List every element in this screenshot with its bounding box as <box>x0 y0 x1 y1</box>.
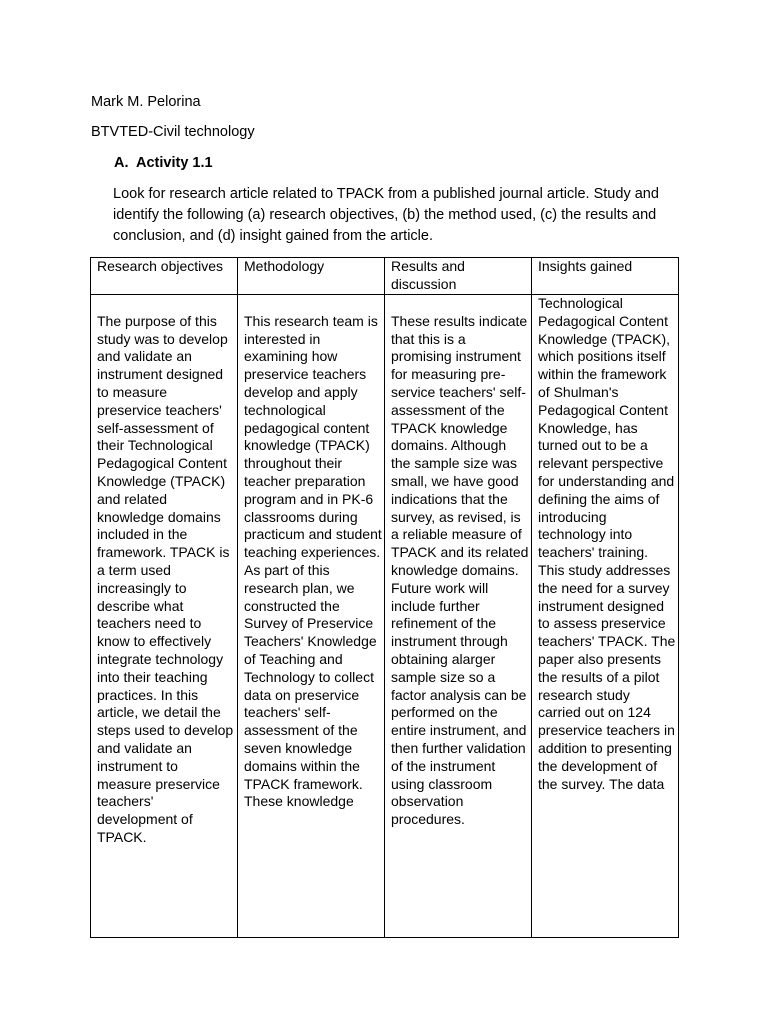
cell-insights-gained <box>532 295 679 938</box>
table-header-row <box>91 258 679 295</box>
header-methodology: Methodology <box>238 258 385 295</box>
program-name: BTVTED-Civil technology <box>91 124 255 140</box>
cell-methodology <box>238 295 385 938</box>
activity-table <box>90 257 679 938</box>
cell-results-discussion <box>385 295 532 938</box>
header-insights-gained: Insights gained <box>532 258 679 295</box>
activity-heading <box>114 154 213 172</box>
header-research-objectives: Research objectives <box>91 258 238 295</box>
instructions-paragraph: Look for research article related to TPACK from a published journal article. Study and identify the following (a) research objectives, (b) the method used, (c) the results and conclusion, and (d) insight gained from the article. <box>113 186 659 244</box>
cell-results-discussion-text: These results indicate that this is a promising instrument for measuring pre-service teachers' self-assessment of the TPACK knowledge domains. Although the sample size was small, we have good indications that the survey, as revised, is a reliable measure of TPACK and its related knowledge domains. Future work will include further refinement of the instrument through obtaining alarger sample size so a factor analysis can be performed on the entire instrument, and then further validation of the instrument using classroom observation procedures. <box>391 312 529 828</box>
cell-research-objectives <box>91 295 238 938</box>
table-row <box>91 295 679 938</box>
cell-insights-gained-text: Technological Pedagogical Content Knowledge (TPACK), which positions itself within the framework of Shulman's Pedagogical Content Knowledge, has turned out to be a relevant perspective for understanding and defining the aims of introducing technology into teachers' training. This study addresses the need for a survey instrument designed to assess preservice teachers' TPACK. The paper also presents the results of a pilot research study carried out on 124 preservice teachers in addition to presenting the development of the survey. The data <box>538 295 676 792</box>
header-results-discussion: Results and discussion <box>385 258 532 295</box>
author-name: Mark M. Pelorina <box>91 94 201 110</box>
heading-list-marker: A. <box>114 155 129 171</box>
heading-title: Activity 1.1 <box>136 155 213 171</box>
cell-methodology-text: This research team is interested in examining how preservice teachers develop and apply technological pedagogical content knowledge (TPACK) throughout their teacher preparation program and in PK-6 classrooms during practicum and student teaching experiences. As part of this research plan, we constructed the Survey of Preservice Teachers' Knowledge of Teaching and Technology to collect data on preservice teachers' self-assessment of the seven knowledge domains within the TPACK framework. These knowledge <box>244 312 382 810</box>
cell-research-objectives-text: The purpose of this study was to develop and validate an instrument designed to measure preservice teachers' self-assessment of their Technological Pedagogical Content Knowledge (TPACK) and related knowledge domains included in the framework. TPACK is a term used increasingly to describe what teachers need to know to effectively integrate technology into their teaching practices. In this article, we detail the steps used to develop and validate an instrument to measure preservice teachers' development of TPACK. <box>97 312 234 845</box>
